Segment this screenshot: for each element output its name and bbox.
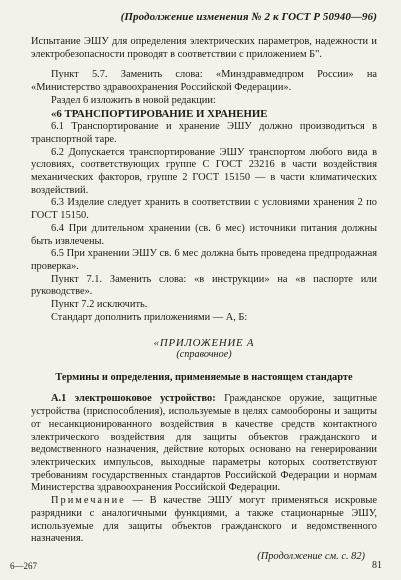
continued-note: (Продолжение см. с. 82): [257, 550, 365, 562]
clause-6-1: 6.1 Транспортирование и хранение ЭШУ должно производиться в транспортной таре.: [31, 121, 377, 145]
paragraph-section-6-intro: Раздел 6 изложить в новой редакции:: [51, 94, 216, 106]
paragraph-clause-7-2: Пункт 7.2 исключить.: [51, 299, 148, 311]
term-name: А.1 электрошоковое устройство:: [51, 393, 216, 405]
footer-signature: 6—267: [10, 561, 37, 571]
page-header: (Продолжение изменения № 2 к ГОСТ Р 50940—96): [120, 11, 377, 23]
appendix-title: «ПРИЛОЖЕНИЕ А: [153, 337, 255, 350]
paragraph-testing: Испытание ЭШУ для определения электрических параметров, надежности и электробезопасности проводят в соответствии с приложением Б".: [31, 36, 377, 60]
clause-6-5: 6.5 При хранении ЭШУ св. 6 мес должна быть проведена предпродажная проверка».: [31, 248, 377, 272]
term-definition: [31, 393, 377, 495]
clause-6-3: 6.3 Изделие следует хранить в соответствии с условиями хранения 2 по ГОСТ 15150.: [31, 197, 377, 222]
page-number: 81: [372, 560, 382, 571]
paragraph-clause-7-1: Пункт 7.1. Заменить слова: «в инструкции» на «в паспорте или руководстве».: [31, 273, 377, 298]
clause-6-2: 6.2 Допускается транспортирование ЭШУ транспортом любого вида в условиях, соответствующих группе С ГОСТ 23216 в части воздействия механических факторов, группе 2 ГОСТ 15150 — в части климатических воздействий.: [31, 146, 377, 196]
note: [31, 495, 377, 546]
section-6-heading: «6 ТРАНСПОРТИРОВАНИЕ И ХРАНЕНИЕ: [51, 107, 268, 120]
paragraph-clause-5-7: Пункт 5.7. Заменить слова: «Минздравмедпром России» на «Министерство здравоохранения Российской Федерации».: [31, 69, 377, 94]
appendix-subtitle: (справочное): [176, 349, 232, 361]
term-text: Гражданское оружие, защитные устройства (приспособления), используемые в целях самообороны и защиты от несанкционированного воздействия в качестве средств контактного электрического воздействия для защиты объектов гражданского и ведомственного назначения, действие которых основано на генерировании электрических импульсов, выходные параметры которых соответствуют требованиям государственных стандартов Российской Федерации и нормам Министерства здравоохранения Российской Федерации.: [31, 393, 377, 494]
clause-6-4: 6.4 При длительном хранении (св. 6 мес) источники питания должны быть извлечены.: [31, 222, 377, 247]
appendix-heading: Термины и определения, применяемые в настоящем стандарте: [55, 372, 353, 384]
note-label: Примечание: [51, 495, 126, 507]
note-text: — В качестве ЭШУ могут применяться искровые разрядники с аналогичными функциями, а также стационарные ЭШУ, используемые для защиты объектов гражданского и ведомственного назначения.: [31, 495, 377, 545]
paragraph-appendix-intro: Стандарт дополнить приложениями — А, Б:: [51, 311, 248, 323]
